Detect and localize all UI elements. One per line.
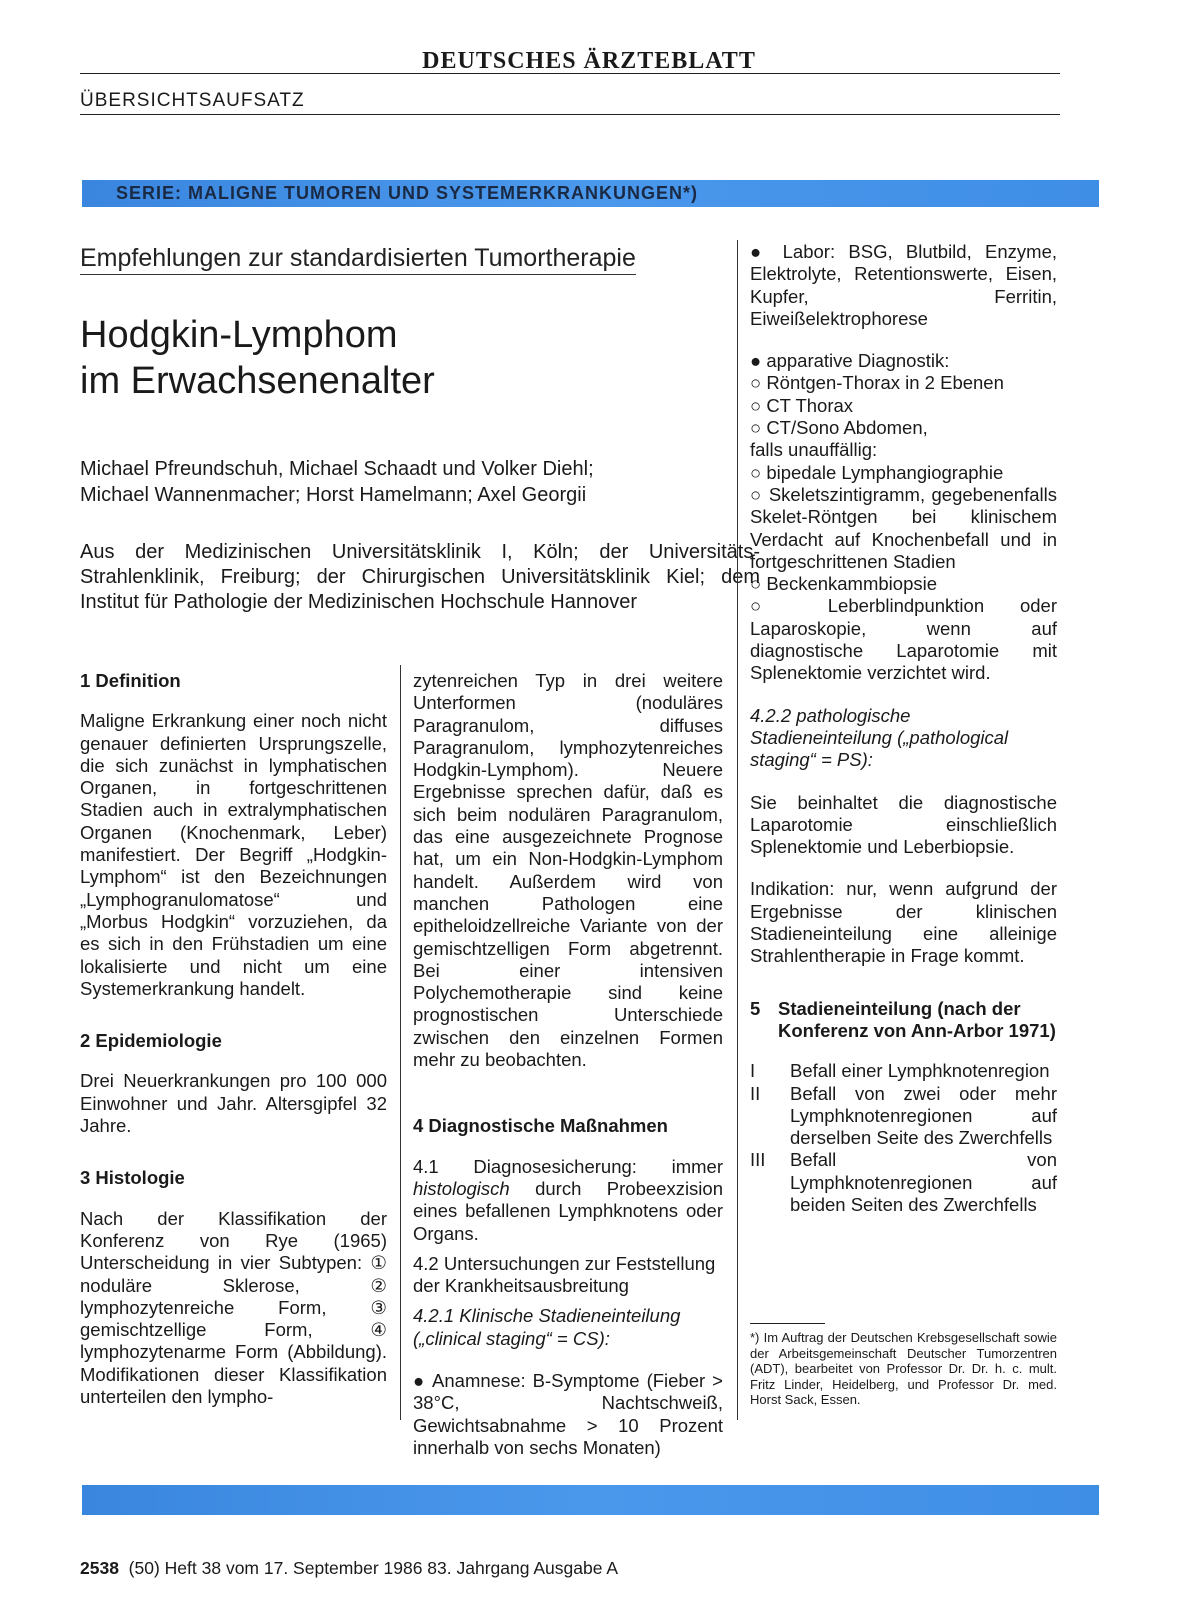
heading-klinische-stadieneinteilung: 4.2.1 Klinische Stadieneinteilung („clinical staging“ = CS): [413,1305,681,1349]
list-item: ○ Beckenkammbiopsie [750,573,938,595]
series-banner: SERIE: MALIGNE TUMOREN UND SYSTEMERKRANKUNGEN*) [82,180,1099,207]
stage-row: III Befall von Lymphknotenregionen auf beiden Seiten des Zwerchfells [750,1149,1057,1215]
list-item: ○ Skeletszintigramm, gegebenenfalls Skelet-Röntgen bei klinischem Verdacht auf Knochenbefall und in fortgeschrittenen Stadien [750,483,1057,572]
footnote-rule [750,1323,825,1324]
list-item: ○ bipedale Lymphangiographie [750,461,1004,483]
column-2 [413,670,723,1479]
paragraph-histologie-cont: zytenreichen Typ in drei weitere Unterformen (noduläres Paragranulom, diffuses Paragranulom, lymphozytenreiches Hodgkin-Lymphom). Neuere Ergebnisse sprechen dafür, daß es sich beim nodulären Paragranulom, das eine ausgezeichnete Prognose hat, um ein Non-Hodgkin-Lymphom handelt. Außerdem wird von manchen Pathologen eine epitheloidzellreiche Variante von der gemischtzelligen Form abgetrennt. Bei einer intensiven Polychemotherapie sind keine prognostischen Unterschiede zwischen den einzelnen Formen mehr zu beobachten. [413,670,723,1071]
page-number: 2538 [80,1558,119,1578]
stage-list [750,1060,1057,1216]
heading-stadieneinteilung: 5 Stadieneinteilung (nach der Konferenz von Ann-Arbor 1971) [750,997,1056,1041]
bottom-banner [82,1485,1099,1515]
list-item: ● apparative Diagnostik: [750,350,950,372]
paragraph-epidemiologie: Drei Neuerkrankungen pro 100 000 Einwohner und Jahr. Altersgipfel 32 Jahre. [80,1070,387,1137]
article-title-line2: im Erwachsenenalter [80,360,435,402]
section-rule [80,114,1060,115]
stage-row: II Befall von zwei oder mehr Lymphknotenregionen auf derselben Seite des Zwerchfells [750,1082,1057,1149]
article-subtitle: Empfehlungen zur standardisierten Tumortherapie [80,244,636,275]
paragraph-laparotomie: Sie beinhaltet die diagnostische Laparotomie einschließlich Splenektomie und Leberbiopsie. [750,791,1057,858]
article-title [80,312,435,404]
section-label: ÜBERSICHTSAUFSATZ [80,90,305,111]
list-item: ○ Leberblindpunktion oder Laparoskopie, wenn auf diagnostische Laparotomie mit Splenektomie verzichtet wird. [750,595,1057,684]
column-1 [80,670,387,1428]
paragraph-definition: Maligne Erkrankung einer noch nicht genauer definierten Ursprungszelle, die sich zunächst in lymphatischen Organen, in fortgeschrittenen Stadien auch in extralymphatischen Organen (Knochenmark, Leber) manifestiert. Der Begriff „Hodgkin-Lymphom“ ist den Bezeichnungen „Lymphogranulomatose“ und „Morbus Hodgkin“ vorzuziehen, da es sich in den Frühstadien um eine lokalisierte und nicht um eine Systemerkrankung handelt. [80,710,387,999]
paragraph-indikation: Indikation: nur, wenn aufgrund der Ergebnisse der klinischen Stadieneinteilung eine alleinige Strahlentherapie in Frage kommt. [750,878,1057,967]
paragraph-anamnese: ● Anamnese: B-Symptome (Fieber > 38°C, Nachtschweiß, Gewichtsabnahme > 10 Prozent innerhalb von sechs Monaten) [413,1370,723,1458]
authors [80,456,594,508]
heading-epidemiologie: 2 Epidemiologie [80,1030,222,1052]
heading-definition: 1 Definition [80,670,181,691]
heading-histologie: 3 Histologie [80,1167,185,1189]
masthead: DEUTSCHES ÄRZTEBLATT [422,48,756,74]
column-3 [750,241,1057,1216]
footnote: *) Im Auftrag der Deutschen Krebsgesellschaft sowie der Arbeitsgemeinschaft Deutscher Tumorzentren (ADT), bearbeitet von Professor Dr. Dr. h. c. mult. Fritz Linder, Heidelberg, und Professor Dr. med. Horst Sack, Essen. [750,1330,1057,1407]
heading-diagnostik: 4 Diagnostische Maßnahmen [413,1115,668,1137]
list-item: ○ Röntgen-Thorax in 2 Ebenen [750,372,1004,394]
paragraph-labor: ● Labor: BSG, Blutbild, Enzyme, Elektrolyte, Retentionswerte, Eisen, Kupfer, Ferritin, Eiweißelektrophorese [750,241,1057,329]
authors-line1: Michael Pfreundschuh, Michael Schaadt und Volker Diehl; [80,458,594,480]
masthead-rule [80,73,1060,74]
page-footer [80,1558,618,1579]
issue-info: (50) Heft 38 vom 17. September 1986 83. Jahrgang Ausgabe A [128,1558,619,1578]
column-divider-1 [400,665,401,1420]
list-item: ○ CT/Sono Abdomen, [750,417,928,439]
heading-pathologische-stadieneinteilung: 4.2.2 pathologische Stadieneinteilung („pathological staging“ = PS): [750,704,1009,771]
list-item: ○ CT Thorax [750,394,854,416]
column-divider-2 [737,240,738,1420]
authors-line2: Michael Wannenmacher; Horst Hamelmann; Axel Georgii [80,484,587,506]
list-item: falls unauffällig: [750,439,878,461]
affiliation: Aus der Medizinischen Universitätsklinik I, Köln; der Universitäts-Strahlenklinik, Freiburg; der Chirurgischen Universitätsklinik Kiel; dem Institut für Pathologie der Medizinischen Hochschule Hannover [80,541,760,613]
stage-row: I Befall einer Lymphknotenregion [750,1060,1050,1082]
paragraph-untersuchungen: 4.2 Untersuchungen zur Feststellung der Krankheitsausbreitung [413,1252,716,1297]
paragraph-histologie: Nach der Klassifikation der Konferenz von Rye (1965) Unterscheidung in vier Subtypen: ① noduläre Sklerose, ② lymphozytenreiche Form, ③ gemischtzellige Form, ④ lymphozytenarme Form (Abbildung). Modifikationen dieser Klassifikation unterteilen den lympho- [80,1207,387,1408]
paragraph-diagnosesicherung: 4.1 Diagnosesicherung: immer histologisch durch Probeexzision eines befallenen Lymphknotens oder Organs. [413,1155,723,1244]
list-apparative-diagnostik [750,350,1057,684]
article-title-line1: Hodgkin-Lymphom [80,314,398,356]
